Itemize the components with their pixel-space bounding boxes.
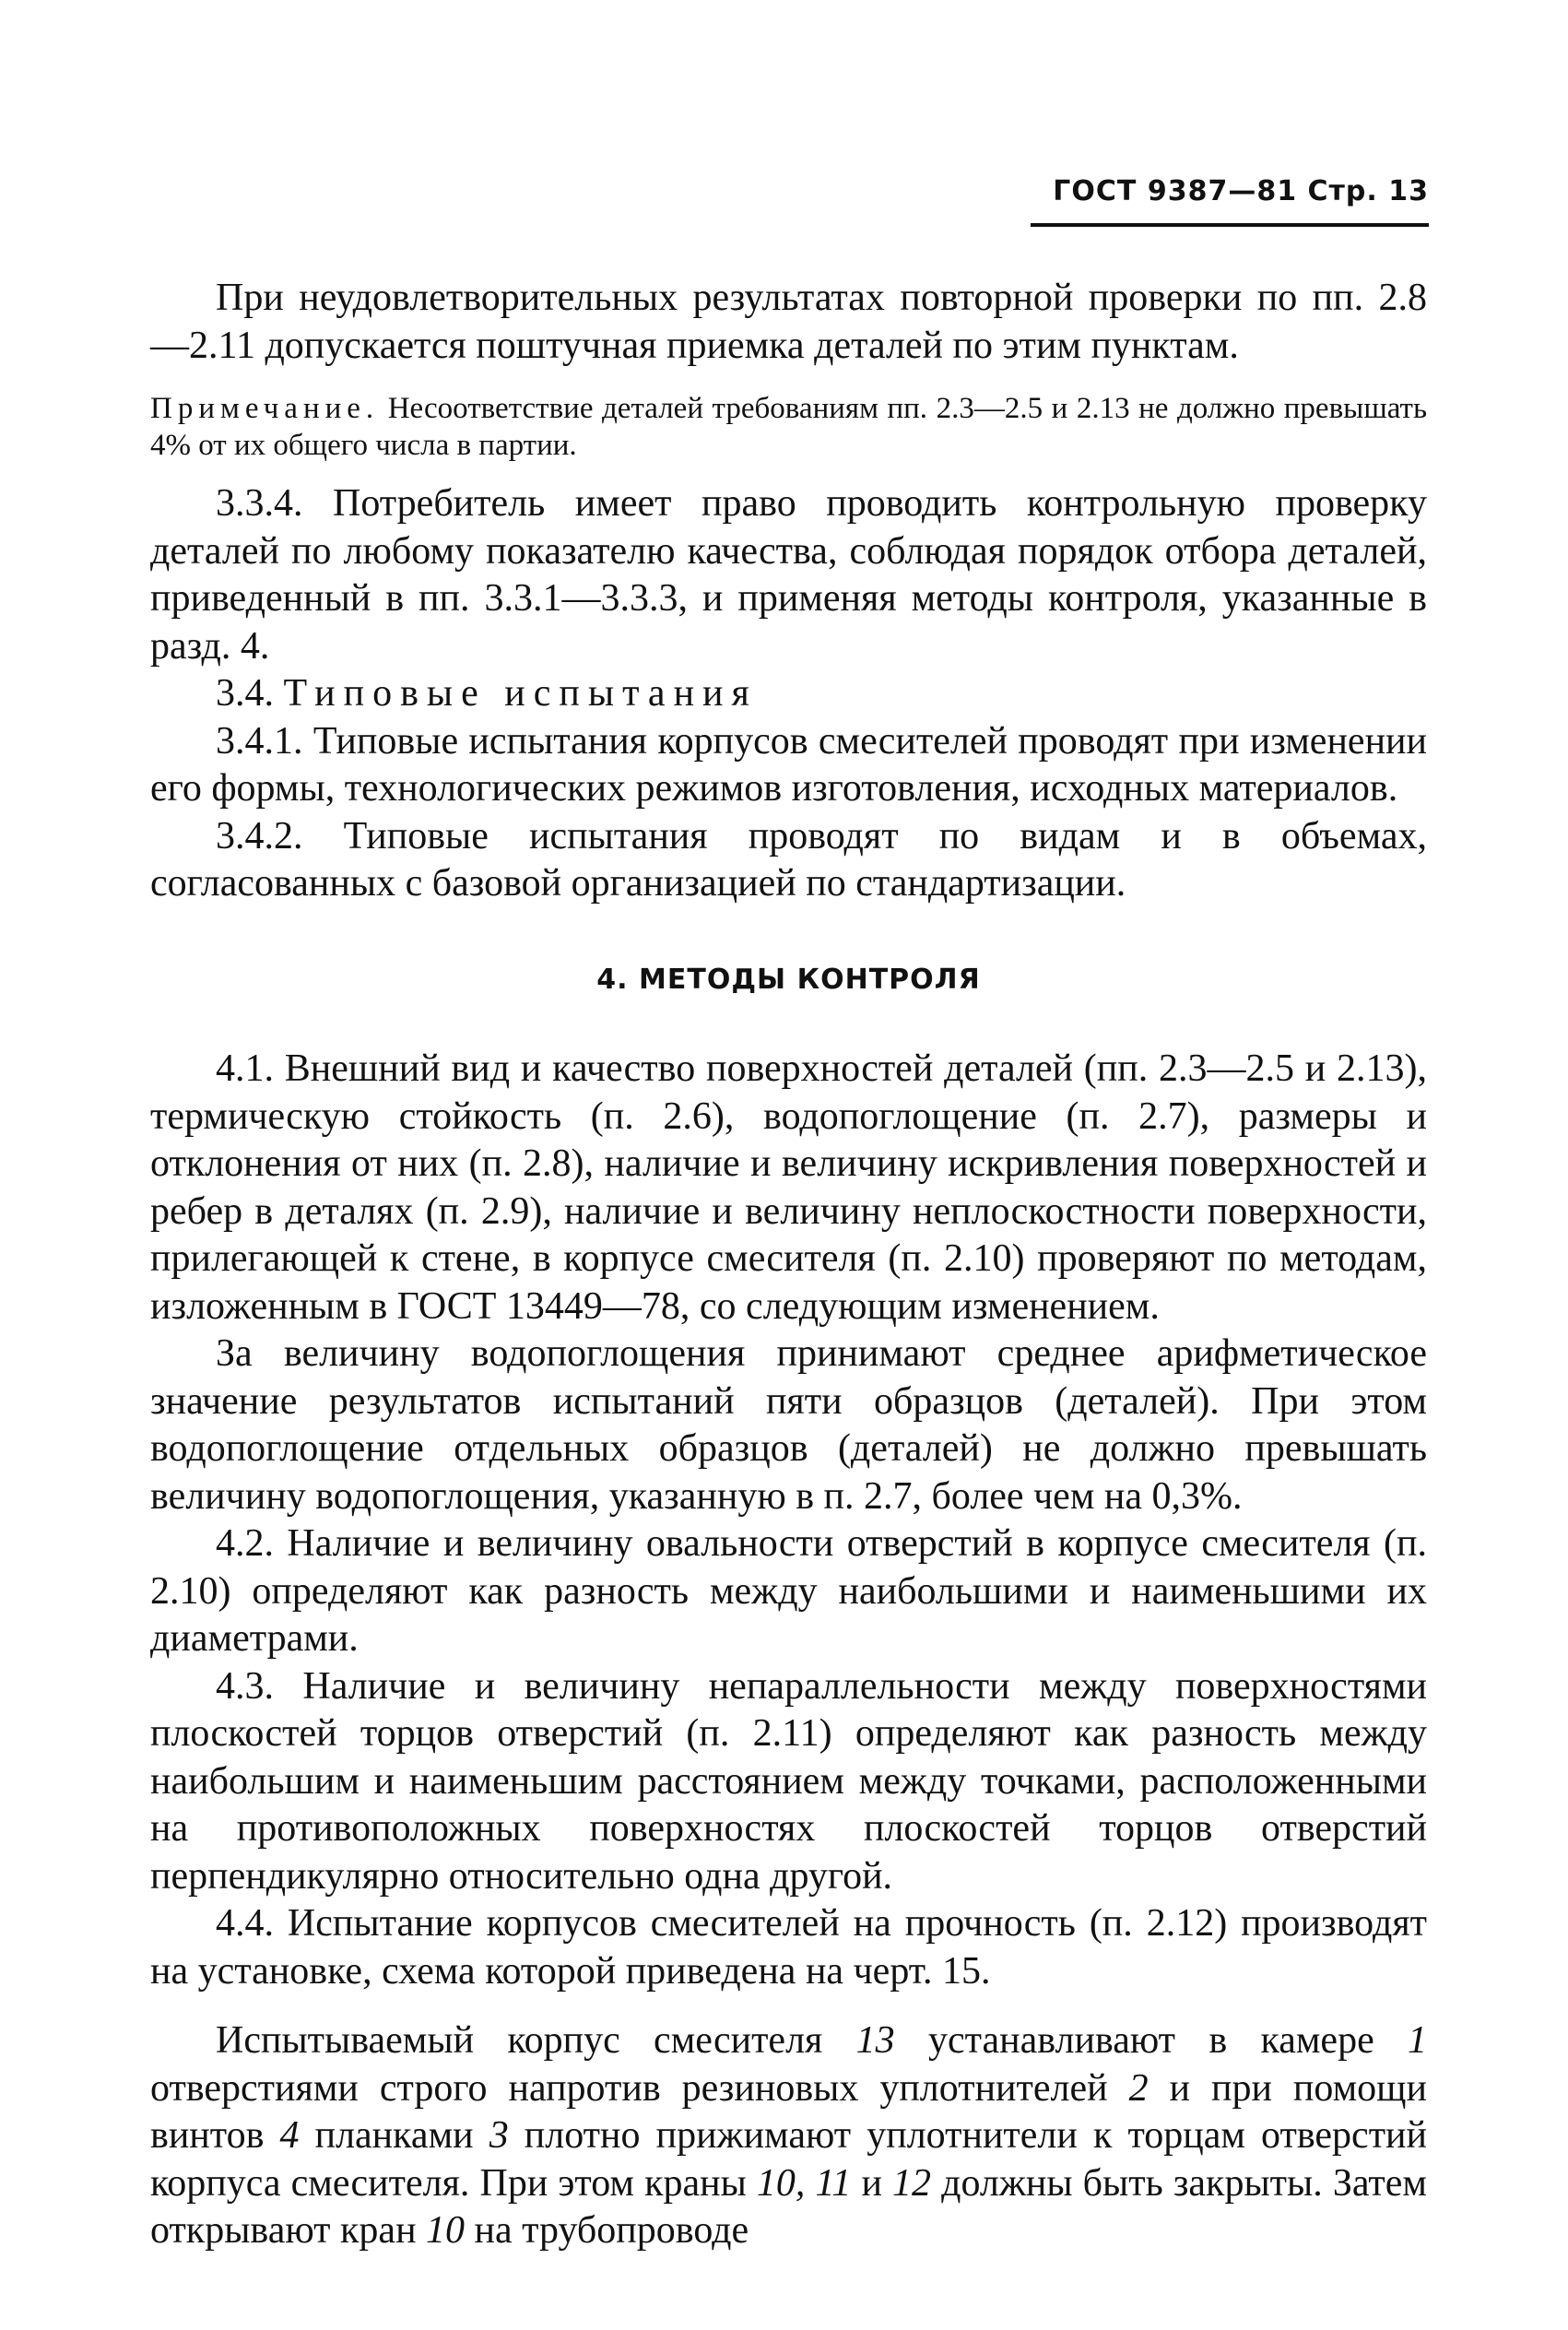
paragraph-3-4-title: Типовые испытания (283, 672, 758, 715)
ref-number-3: 3 (489, 2114, 509, 2157)
running-header: ГОСТ 9387—81 Стр. 13 (1053, 175, 1429, 207)
ref-number-1: 1 (1408, 2019, 1428, 2062)
paragraph-repeat-check: При неудовлетворительных результатах повторной проверки по пп. 2.8—2.11 допускается поштучная приемка деталей по этим пунктам. (150, 277, 1427, 367)
text-run: и при помощи винтов (150, 2066, 1427, 2157)
text-run: должны быть закрыты. Затем открывают кран (150, 2161, 1427, 2252)
header-rule (1031, 223, 1429, 227)
ref-number-2: 2 (1128, 2066, 1149, 2110)
text-run: устанавливают в камере (894, 2019, 1409, 2062)
ref-number-4: 4 (279, 2114, 300, 2157)
ref-number-10-11: 10, 11 (756, 2161, 852, 2205)
ref-number-10: 10 (426, 2209, 466, 2252)
note-heading: Примечание. (150, 392, 380, 425)
paragraph-test-procedure (150, 2017, 1427, 2255)
text-run: плотно прижимают уплотнители к торцам отверстий корпуса смесителя. При этом краны (150, 2114, 1428, 2205)
paragraph-4-2: 4.2. Наличие и величину овальности отверстий в корпусе смесителя (п. 2.10) определяют как разность между наибольшими и наименьшими их диаметрами. (150, 1522, 1427, 1660)
note (150, 390, 1427, 464)
text-run: и (851, 2161, 892, 2205)
section-4-heading: 4. МЕТОДЫ КОНТРОЛЯ (596, 963, 981, 996)
note-text: Несоответствие деталей требованиям пп. 2.3—2.5 и 2.13 не должно превышать 4% от их общего числа в партии. (150, 392, 1428, 462)
paragraph-3-4-1: 3.4.1. Типовые испытания корпусов смесителей проводят при изменении его формы, технологических режимов изготовления, исходных материалов. (150, 719, 1427, 810)
paragraph-4-1-water-absorption: За величину водопоглощения принимают среднее арифметическое значение результатов испытаний пяти образцов (деталей). При этом водопоглощение отдельных образцов (деталей) не должно превышать величину водопоглощения, указанную в п. 2.7, более чем на 0,3%. (150, 1332, 1427, 1518)
ref-number-12: 12 (892, 2161, 931, 2205)
paragraph-4-1: 4.1. Внешний вид и качество поверхностей деталей (пп. 2.3—2.5 и 2.13), термическую стойкость (п. 2.6), водопоглощение (п. 2.7), размеры и отклонения от них (п. 2.8), наличие и величину искривления поверхностей и ребер в деталях (п. 2.9), наличие и величину неплоскостности поверхности, прилегающей к стене, в корпусе смесителя (п. 2.10) проверяют по методам, изложенным в ГОСТ 13449—78, со следующим изменением. (150, 1047, 1427, 1328)
paragraph-3-4 (150, 670, 1427, 718)
text-run: планками (299, 2114, 489, 2157)
paragraph-3-3-4: 3.3.4. Потребитель имеет право проводить контрольную проверку деталей по любому показателю качества, соблюдая порядок отбора деталей, приведенный в пп. 3.3.1—3.3.3, и применяя методы контроля, указанные в разд. 4. (150, 482, 1427, 668)
paragraph-4-3: 4.3. Наличие и величину непараллельности между поверхностями плоскостей торцов отверстий (п. 2.11) определяют как разность между наибольшим и наименьшим расстоянием между точками, расположенными на противоположных поверхностях плоскостей торцов отверстий перпендикулярно относительно одна другой. (150, 1664, 1427, 1898)
text-run: на трубопроводе (465, 2209, 749, 2252)
ref-number-13: 13 (855, 2019, 895, 2062)
paragraph-4-4: 4.4. Испытание корпусов смесителей на прочность (п. 2.12) производят на установке, схема которой приведена на черт. 15. (150, 1902, 1427, 1993)
paragraph-gap (150, 1995, 1427, 2017)
text-run: отверстиями строго напротив резиновых уплотнителей (150, 2066, 1129, 2110)
paragraph-3-4-number: 3.4. (216, 672, 274, 715)
paragraph-3-4-2: 3.4.2. Типовые испытания проводят по видам и в объемах, согласованных с базовой организацией по стандартизации. (150, 814, 1427, 905)
document-body (150, 275, 1427, 2255)
text-run: Испытываемый корпус смесителя (216, 2019, 856, 2062)
